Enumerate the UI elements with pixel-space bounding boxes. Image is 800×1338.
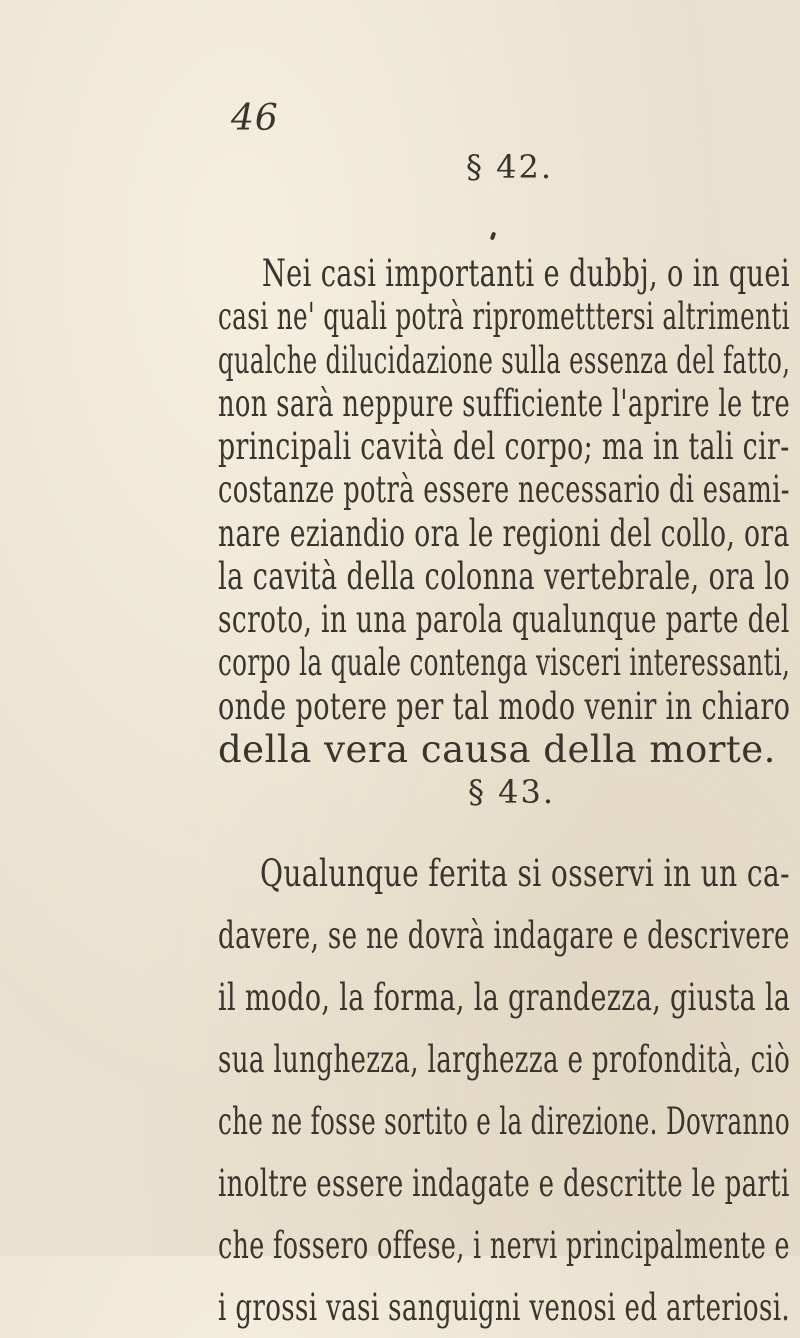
paragraph-line: che fossero offese, i nervi principalmente e: [218, 1224, 790, 1267]
paragraph-line: il modo, la forma, la grandezza, giusta la: [218, 976, 791, 1019]
section-heading-43: § 43.: [468, 773, 556, 811]
page-number: 46: [231, 98, 279, 139]
paragraph-line: nare eziandio ora le regioni del collo, ora: [218, 512, 790, 555]
paragraph-line: principali cavità del corpo; ma in tali cir-: [218, 425, 790, 468]
section-heading-42: § 42.: [466, 148, 554, 186]
paragraph-line: scroto, in una parola qualunque parte del: [218, 598, 790, 641]
paragraph-line: corpo la quale contenga visceri interessanti,: [218, 641, 791, 684]
paragraph-line: costanze potrà essere necessario di esami-: [218, 468, 790, 511]
paragraph-line: casi ne' quali potrà riprometttersi altrimenti: [218, 295, 790, 338]
paragraph-line: inoltre essere indagate e descritte le parti: [218, 1162, 790, 1205]
paragraph-line: non sarà neppure sufficiente l'aprire le tre: [218, 382, 791, 425]
paragraph-line: Nei casi importanti e dubbj, o in quei: [262, 252, 790, 295]
paragraph-line: la cavità della colonna vertebrale, ora lo: [218, 555, 791, 598]
paragraph-line: i grossi vasi sanguigni venosi ed arteriosi.: [218, 1286, 791, 1329]
paragraph-line: che ne fosse sortito e la direzione. Dovranno: [218, 1100, 791, 1143]
paragraph-line: qualche dilucidazione sulla essenza del fatto,: [218, 339, 791, 382]
paragraph-line: sua lunghezza, larghezza e profondità, ciò: [218, 1038, 791, 1081]
paragraph-line: davere, se ne dovrà indagare e descrivere: [218, 914, 790, 957]
paragraph-line: della vera causa della morte.: [218, 728, 776, 771]
paragraph-line: onde potere per tal modo venir in chiaro: [218, 685, 791, 728]
paragraph-line: Qualunque ferita si osservi in un ca-: [260, 852, 790, 895]
ink-mark: [490, 232, 496, 241]
